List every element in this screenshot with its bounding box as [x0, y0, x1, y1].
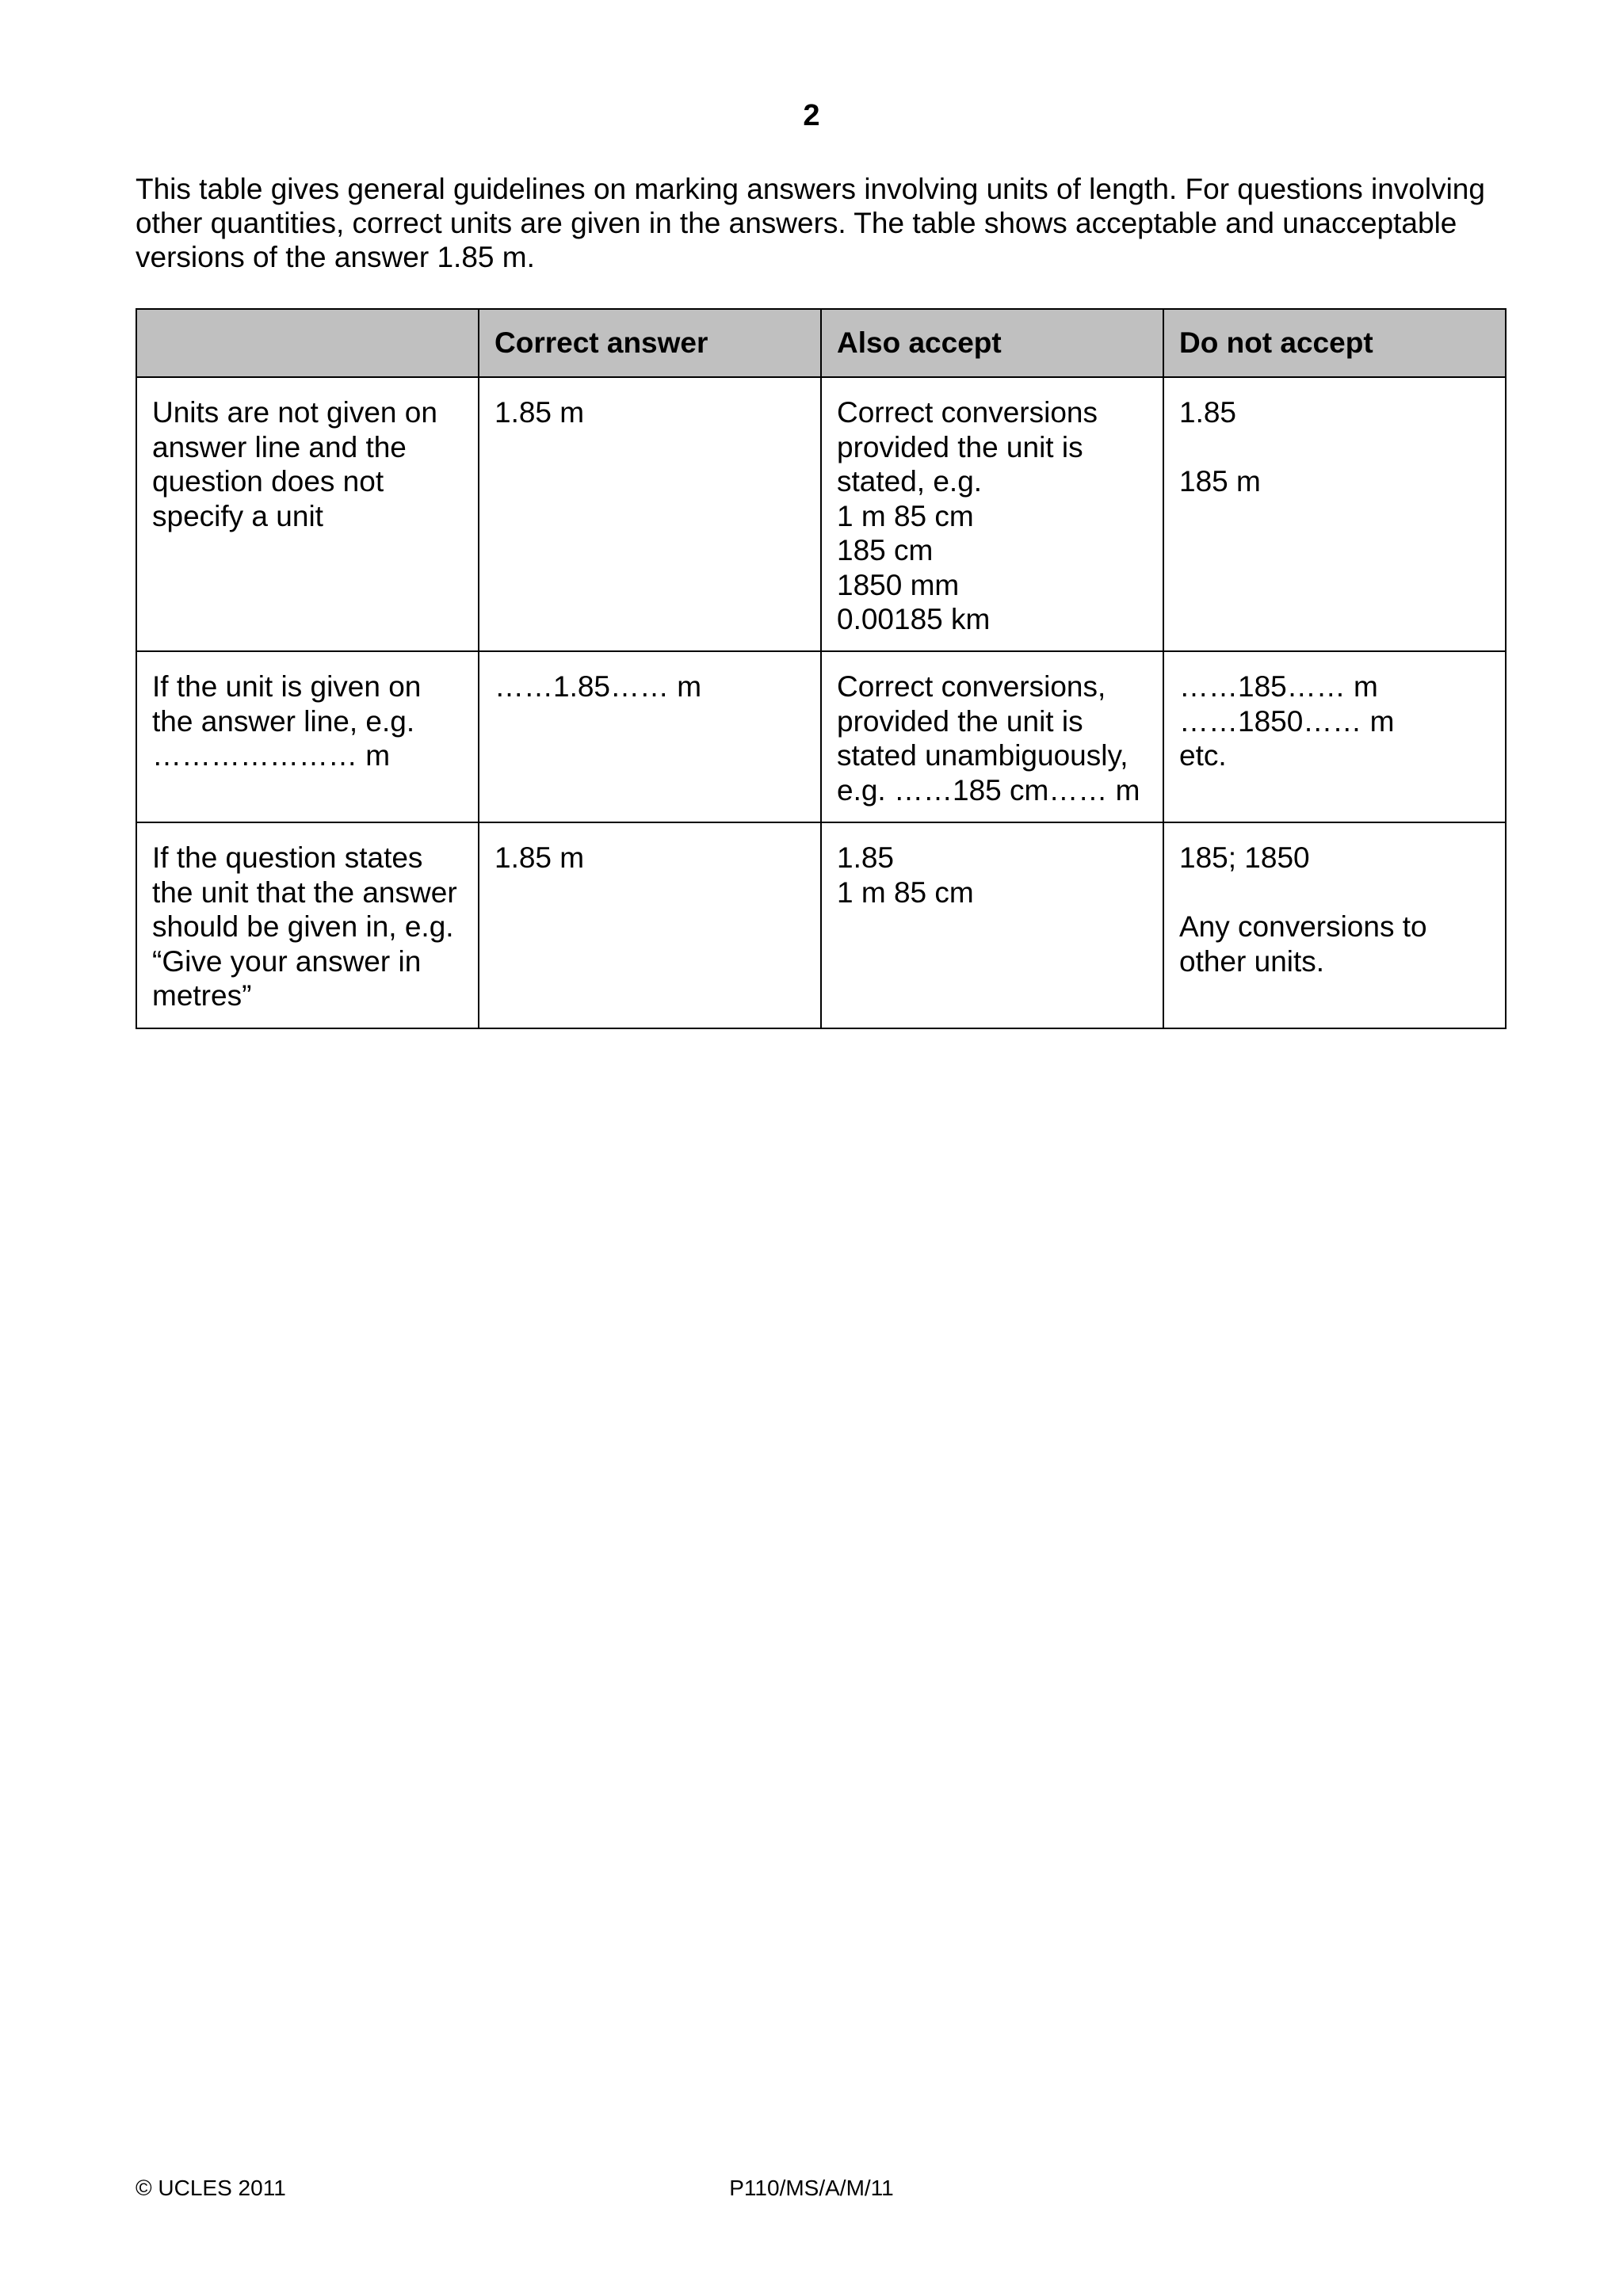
cell-line: 185 m — [1179, 465, 1261, 498]
table-header-row — [136, 309, 1506, 377]
cell-line: stated, e.g. — [837, 465, 983, 498]
condition-cell: If the unit is given on the answer line, e.g. ………………… m — [136, 651, 479, 822]
correct-answer-cell: 1.85 m — [479, 822, 821, 1028]
table-row — [136, 822, 1506, 1028]
cell-gap — [1179, 875, 1495, 910]
header-correct-answer: Correct answer — [479, 309, 821, 377]
cell-line: ……185…… m — [1179, 670, 1378, 703]
do-not-accept-cell — [1163, 822, 1506, 1028]
table-row — [136, 651, 1506, 822]
cell-line: 185 cm — [837, 534, 934, 566]
correct-answer-cell: ……1.85…… m — [479, 651, 821, 822]
cell-line: provided the unit is — [837, 430, 1083, 463]
table-row — [136, 377, 1506, 651]
cell-line: Correct conversions — [837, 396, 1098, 429]
cell-line: 1.85 — [1179, 396, 1237, 429]
cell-line: 185; 1850 — [1179, 841, 1310, 874]
cell-line: 1 m 85 cm — [837, 875, 974, 909]
also-accept-cell — [821, 822, 1163, 1028]
do-not-accept-cell — [1163, 651, 1506, 822]
also-accept-cell — [821, 651, 1163, 822]
header-do-not-accept: Do not accept — [1163, 309, 1506, 377]
header-also-accept: Also accept — [821, 309, 1163, 377]
correct-answer-cell: 1.85 m — [479, 377, 821, 651]
condition-cell: If the question states the unit that the answer should be given in, e.g. “Give your answer in metres” — [136, 822, 479, 1028]
cell-line: Correct conversions, — [837, 670, 1106, 703]
cell-line: 1850 mm — [837, 568, 960, 601]
units-guidelines-table — [136, 308, 1507, 1029]
cell-line: 1 m 85 cm — [837, 499, 974, 532]
cell-line: 1.85 — [837, 841, 895, 874]
cell-line: stated unambiguously, — [837, 739, 1128, 772]
cell-gap — [1179, 430, 1495, 465]
footer-document-code: P110/MS/A/M/11 — [729, 2176, 894, 2200]
cell-line: Any conversions to other units. — [1179, 910, 1427, 978]
cell-line: etc. — [1179, 739, 1227, 772]
header-blank — [136, 309, 479, 377]
do-not-accept-cell — [1163, 377, 1506, 651]
cell-line: e.g. ……185 cm…… m — [837, 773, 1140, 807]
condition-cell: Units are not given on answer line and the question does not specify a unit — [136, 377, 479, 651]
footer-copyright: © UCLES 2011 — [136, 2176, 286, 2200]
cell-line: 0.00185 km — [837, 603, 991, 635]
cell-line: provided the unit is — [837, 704, 1083, 738]
intro-paragraph: This table gives general guidelines on marking answers involving units of length. For questions involving other quantities, correct units are given in the answers. The table shows acceptable and unacceptable versions of the answer 1.85 m. — [136, 173, 1485, 273]
also-accept-cell — [821, 377, 1163, 651]
cell-line: ……1850…… m — [1179, 704, 1395, 738]
page-number: 2 — [803, 99, 820, 132]
intro-text — [136, 172, 1514, 274]
